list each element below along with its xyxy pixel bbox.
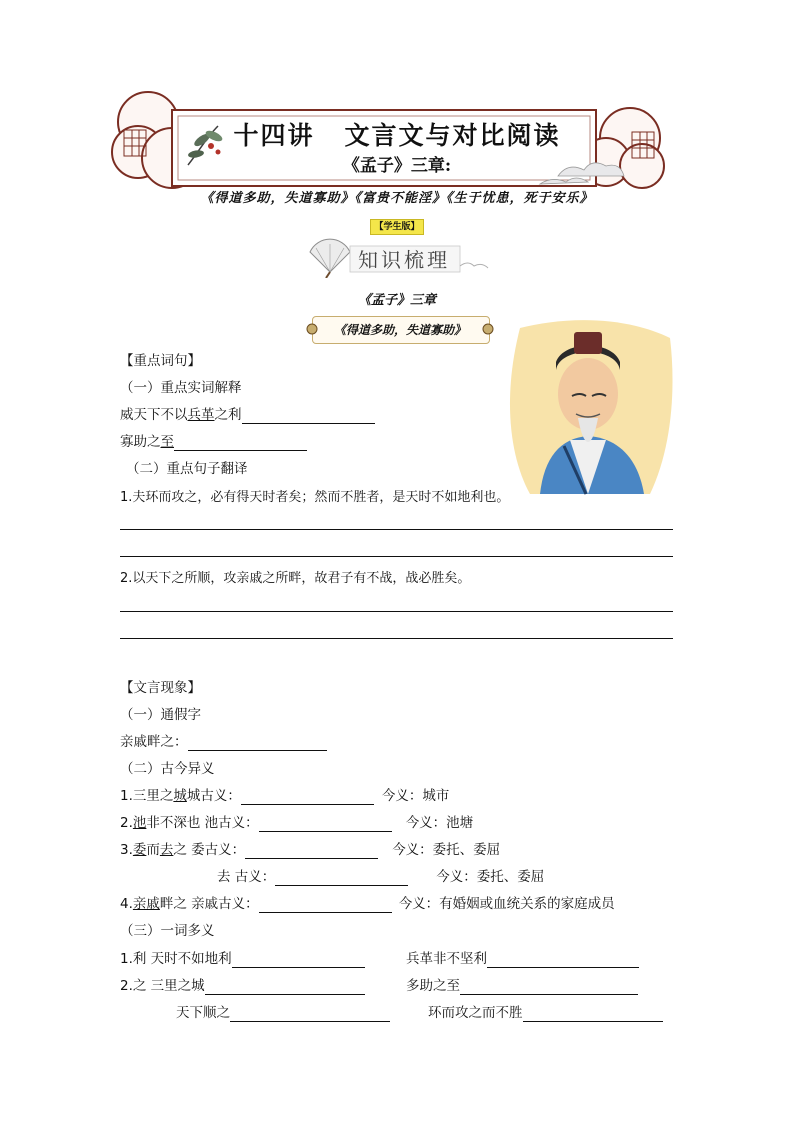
translation-sentence-2: 2.以天下之所顺，攻亲戚之所畔，故君子有不战，战必胜矣。 xyxy=(120,571,471,586)
answer-blank[interactable] xyxy=(232,953,365,968)
gujin-item-4: 4.亲戚畔之 亲戚古义： 今义：有婚姻或血统关系的家庭成员 xyxy=(120,896,615,912)
polysemy-item-3-left: 天下顺之 xyxy=(176,1004,390,1022)
section-title: 《孟子》三章 xyxy=(357,293,436,308)
knowledge-banner-text: 知识梳理 xyxy=(358,248,450,272)
lecture-number: 十四讲 xyxy=(233,121,315,150)
gujin-item-1: 1.三里之城城古义： 今义：城市 xyxy=(120,788,450,804)
lecture-books: 《得道多助，失道寡助》《富贵不能淫》《生于忧患，死于安乐》 xyxy=(200,191,594,206)
gujin-item-3b: 去 古义： 今义：委托、委屈 xyxy=(217,869,545,885)
answer-blank[interactable] xyxy=(259,817,392,832)
vocab-item-2: 寡助之至 xyxy=(120,433,307,451)
polysemy-item-1-left: 1.利 天时不如地利 xyxy=(120,950,365,968)
answer-blank[interactable] xyxy=(245,844,378,859)
answer-line[interactable] xyxy=(120,556,673,557)
phenomena-sub3: （三）一词多义 xyxy=(120,923,215,939)
key-words-heading: 【重点词句】 xyxy=(120,353,201,369)
gujin-item-2: 2.池非不深也 池古义： 今义：池塘 xyxy=(120,815,474,831)
vocab-item-2-word: 至 xyxy=(160,434,174,450)
answer-blank[interactable] xyxy=(523,1007,663,1022)
phenomena-heading: 【文言现象】 xyxy=(120,680,201,696)
answer-blank[interactable] xyxy=(275,871,408,886)
answer-blank[interactable] xyxy=(460,980,638,995)
phenomena-sub1: （一）通假字 xyxy=(120,707,201,723)
answer-blank[interactable] xyxy=(259,898,392,913)
answer-line[interactable] xyxy=(120,638,673,639)
lecture-title xyxy=(0,116,794,152)
lecture-subtitle: 《孟子》三章: xyxy=(342,156,452,176)
chapter-pill-text: 《得道多助，失道寡助》 xyxy=(333,323,466,337)
answer-blank[interactable] xyxy=(487,953,639,968)
translation-sentence-1: 1.夫环而攻之，必有得天时者矣；然而不胜者，是天时不如地利也。 xyxy=(120,490,510,505)
polysemy-item-3-right: 环而攻之而不胜 xyxy=(428,1004,663,1022)
phenomena-sub2: （二）古今异义 xyxy=(120,761,215,777)
tongjia-item: 亲戚畔之： xyxy=(120,733,327,751)
key-words-sub1: （一）重点实词解释 xyxy=(120,380,242,396)
polysemy-item-2-right: 多助之至 xyxy=(406,977,638,995)
answer-blank[interactable] xyxy=(188,736,327,751)
answer-line[interactable] xyxy=(120,611,673,612)
student-edition-badge: 【学生版】 xyxy=(370,219,424,235)
answer-blank[interactable] xyxy=(205,980,365,995)
key-words-sub2: （二）重点句子翻译 xyxy=(126,461,248,477)
vocab-item-1-word: 兵革 xyxy=(187,407,215,423)
answer-blank[interactable] xyxy=(242,409,375,424)
vocab-item-1: 威天下不以兵革之利 xyxy=(120,406,375,424)
answer-line[interactable] xyxy=(120,529,673,530)
answer-blank[interactable] xyxy=(230,1007,390,1022)
polysemy-item-1-right: 兵革非不坚利 xyxy=(406,950,639,968)
gujin-item-3: 3.委而去之 委古义： 今义：委托、委屈 xyxy=(120,842,501,858)
fan-icon xyxy=(310,239,350,278)
answer-blank[interactable] xyxy=(241,790,374,805)
mencius-portrait xyxy=(500,318,676,496)
polysemy-item-2-left: 2.之 三里之城 xyxy=(120,977,365,995)
lecture-topic: 文言文与对比阅读 xyxy=(344,121,561,150)
answer-blank[interactable] xyxy=(174,436,307,451)
